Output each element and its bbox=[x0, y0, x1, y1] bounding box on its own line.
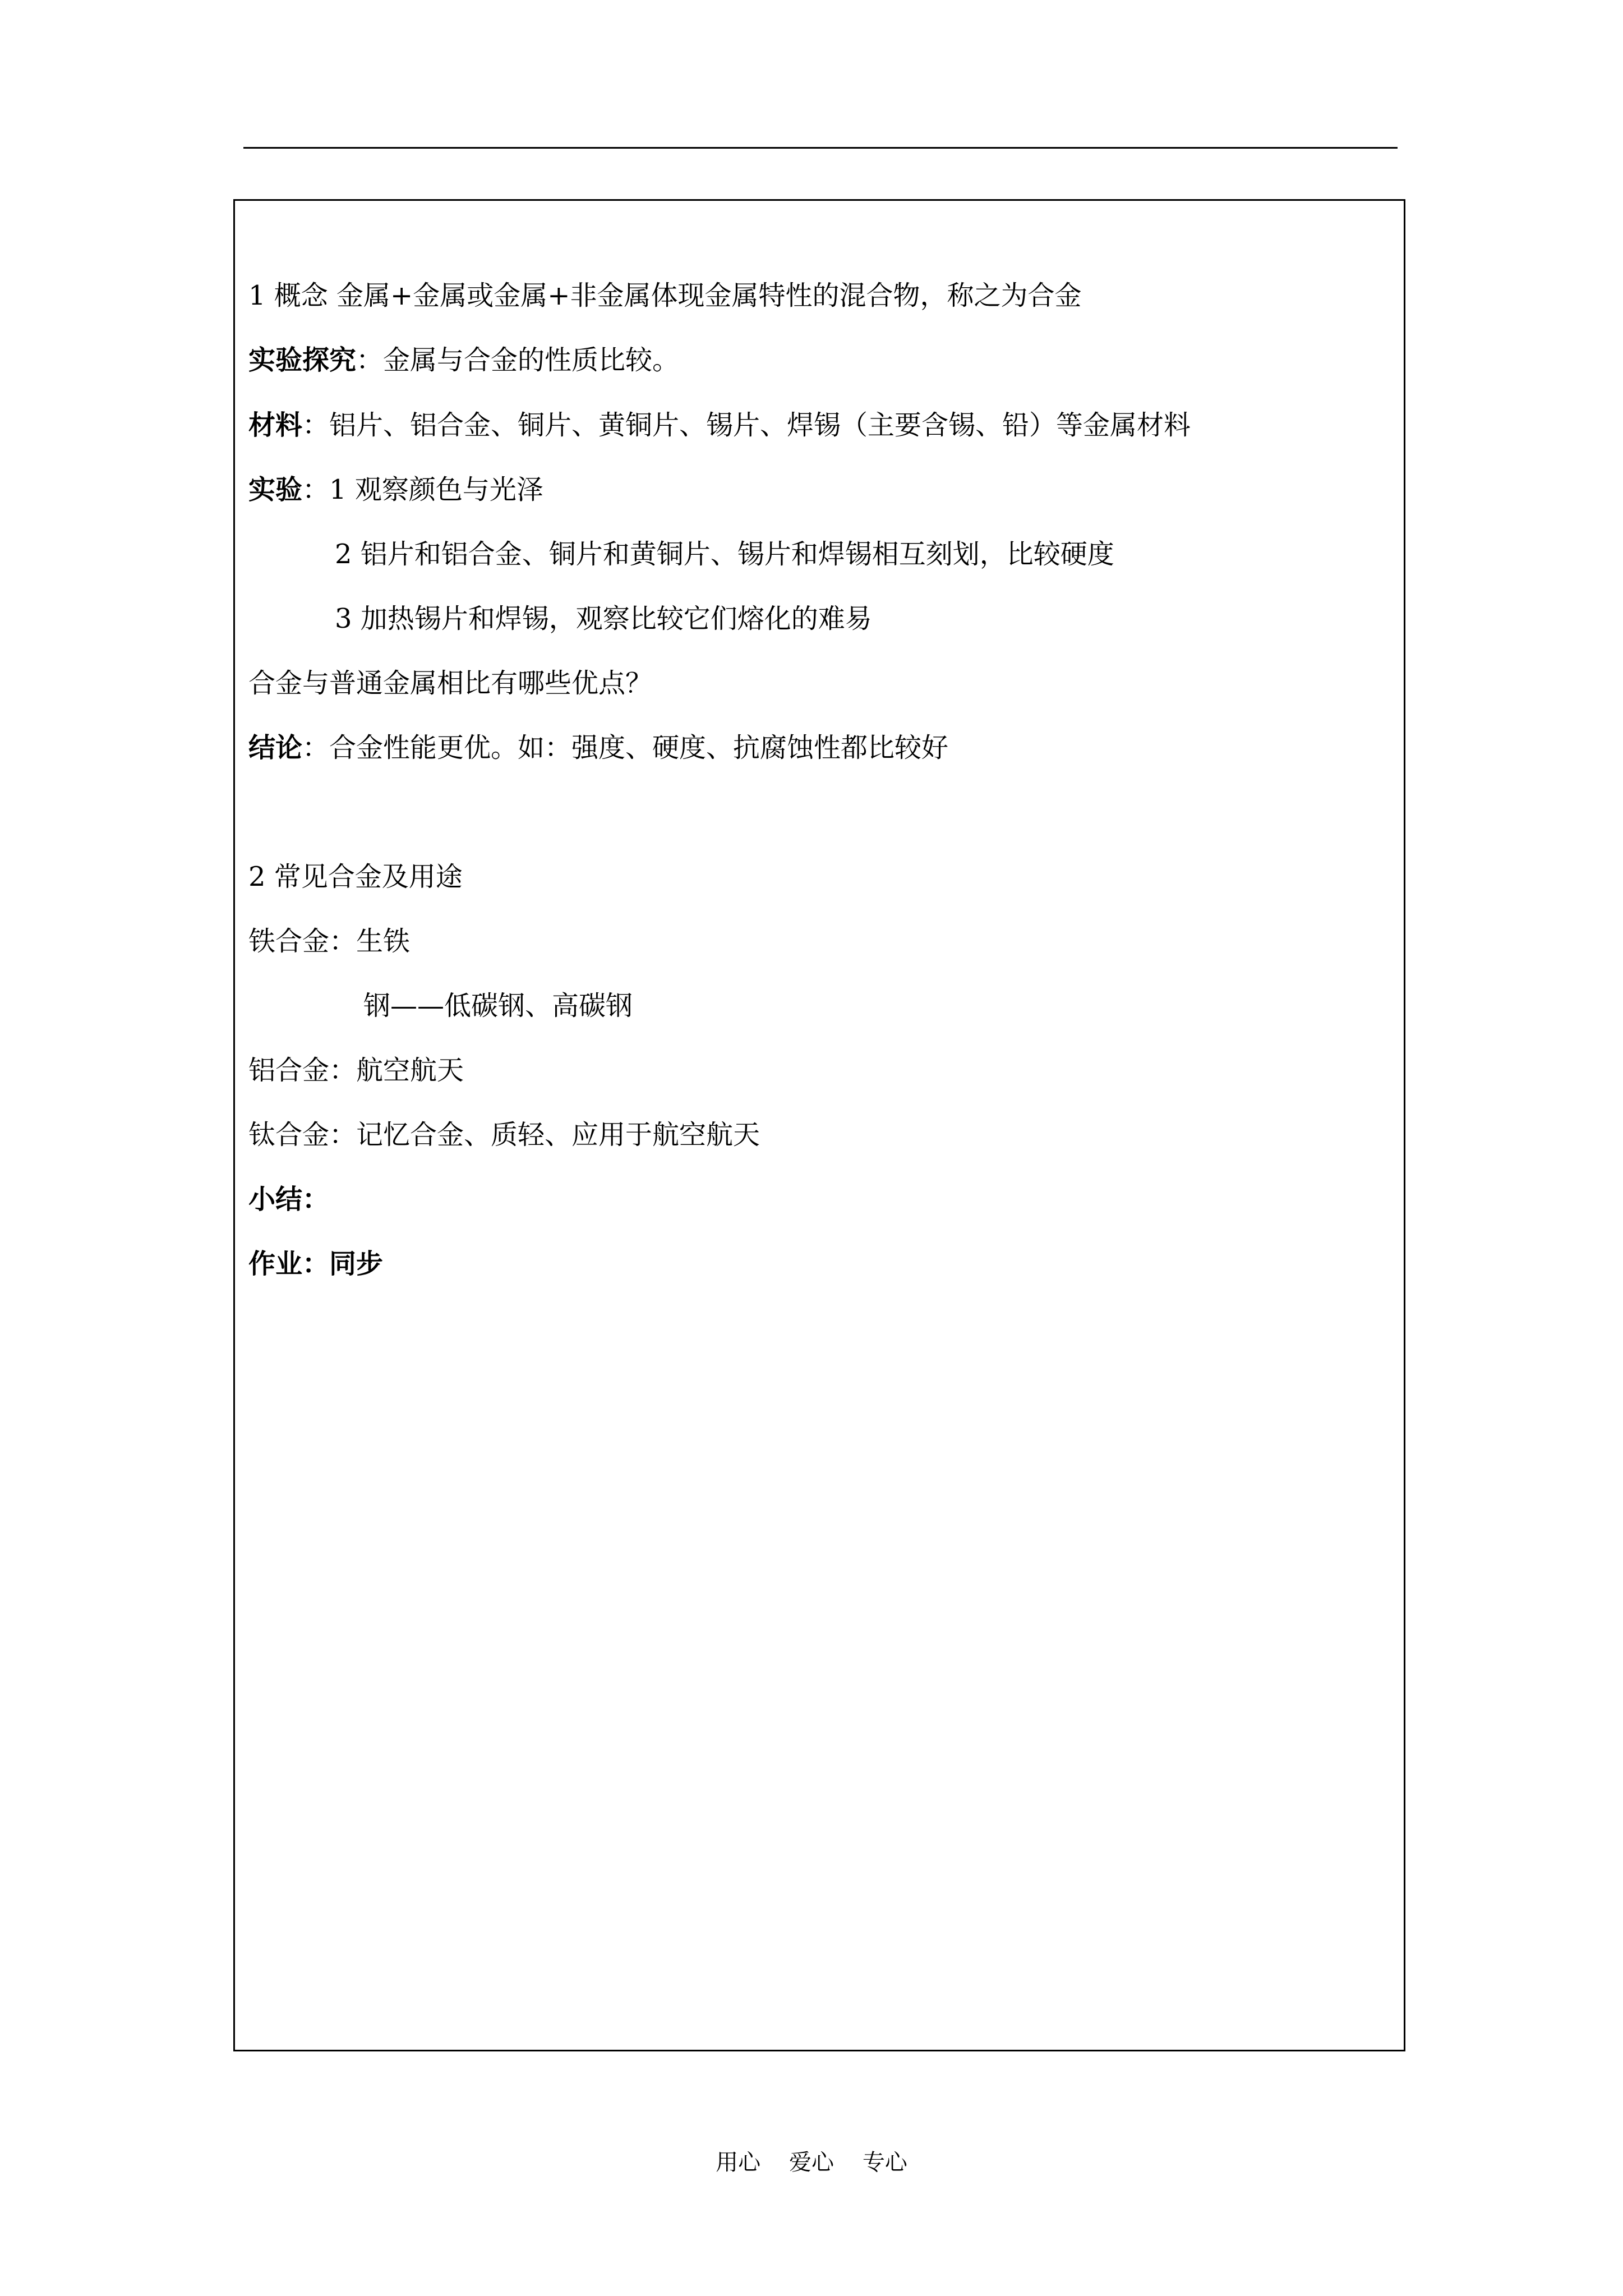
experiment-line bbox=[248, 473, 543, 507]
experiment-step2: 2 铝片和铝合金、铜片和黄铜片、锡片和焊锡相互刻划，比较硬度 bbox=[335, 539, 1114, 570]
page-footer: 用心 爱心 专心 bbox=[716, 2150, 907, 2175]
steel-types: 钢——低碳钢、高碳钢 bbox=[363, 990, 633, 1022]
inquiry-label: 实验探究 bbox=[248, 344, 357, 376]
common-alloys-heading: 2 常见合金及用途 bbox=[248, 861, 463, 892]
conclusion-text: ：合金性能更优。如：强度、硬度、抗腐蚀性都比较好 bbox=[302, 732, 949, 763]
homework-label: 作业：同步 bbox=[248, 1248, 384, 1280]
header-rule bbox=[243, 147, 1398, 149]
materials-line bbox=[248, 408, 1191, 442]
experiment-step3: 3 加热锡片和焊锡，观察比较它们熔化的难易 bbox=[335, 603, 872, 634]
experiment-label: 实验 bbox=[248, 474, 303, 505]
conclusion-label: 结论 bbox=[248, 732, 303, 763]
materials-label: 材料 bbox=[248, 409, 303, 441]
experiment-step1: ：1 观察颜色与光泽 bbox=[302, 474, 543, 505]
inquiry-text: ：金属与合金的性质比较。 bbox=[356, 344, 680, 376]
inquiry-line bbox=[248, 343, 679, 377]
materials-text: ：铝片、铝合金、铜片、黄铜片、锡片、焊锡（主要含锡、铅）等金属材料 bbox=[302, 409, 1191, 441]
titanium-alloy: 钛合金：记忆合金、质轻、应用于航空航天 bbox=[248, 1119, 760, 1151]
summary-label: 小结： bbox=[248, 1184, 330, 1215]
iron-alloy: 铁合金：生铁 bbox=[248, 926, 411, 957]
conclusion-line bbox=[248, 731, 948, 765]
advantages-question: 合金与普通金属相比有哪些优点？ bbox=[248, 668, 653, 699]
alloy-concept: 1 概念 金属+金属或金属+非金属体现金属特性的混合物，称之为合金 bbox=[248, 280, 1082, 311]
aluminum-alloy: 铝合金：航空航天 bbox=[248, 1055, 464, 1086]
